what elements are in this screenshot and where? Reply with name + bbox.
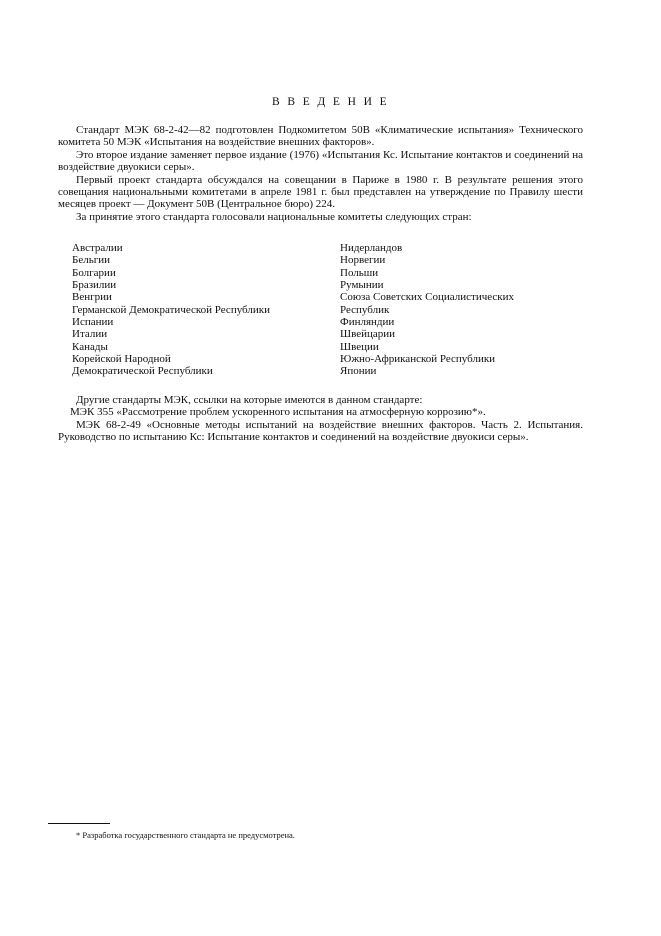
country-item: Республик <box>340 303 390 316</box>
country-item: Швейцарии <box>340 328 396 341</box>
country-item: Японии <box>340 365 377 378</box>
country-item: Норвегии <box>340 254 386 267</box>
country-item: Финляндии <box>340 316 395 329</box>
country-item: Венгрии <box>72 291 112 304</box>
country-item: Южно-Африканской Республики <box>340 353 496 366</box>
country-item: Корейской Народной <box>72 353 171 366</box>
country-item: Германской Демократической Республики <box>72 303 270 316</box>
country-item: Болгарии <box>72 266 116 279</box>
intro-paragraph-4: За принятие этого стандарта голосовали национальные комитеты следующих стран: <box>76 210 472 223</box>
countries-list-left <box>72 242 270 378</box>
country-item: Италии <box>72 328 108 341</box>
footnote: * Разработка государственного стандарта не предусмотрена. <box>76 830 295 840</box>
country-item: Бельгии <box>72 254 110 267</box>
countries-list-right <box>340 242 514 378</box>
country-item: Союза Советских Социалистических <box>340 291 515 304</box>
introduction-section <box>58 124 583 223</box>
intro-paragraph-3: Первый проект стандарта обсуждался на совещании в Париже в 1980 г. В результате решения этого совещания национальными комитетами в апреле 1981 г. был представлен на утверждение по Правилу шести месяцев проект — Документ 50В (Центральное бюро) 224. <box>58 173 583 211</box>
country-item: Румынии <box>340 279 384 292</box>
country-item: Швеции <box>340 340 379 353</box>
country-item: Канады <box>72 340 108 353</box>
country-item: Австралии <box>72 242 123 254</box>
country-item: Бразилии <box>72 279 117 292</box>
country-item: Испании <box>72 316 114 329</box>
footnote-divider <box>48 823 110 824</box>
intro-paragraph-1: Стандарт МЭК 68-2-42—82 подготовлен Подкомитетом 50В «Климатические испытания» Технического комитета 50 МЭК «Испытания на воздействие внешних факторов». <box>58 124 583 149</box>
page-title: В В Е Д Е Н И Е <box>272 96 389 108</box>
intro-paragraph-2: Это второе издание заменяет первое издание (1976) «Испытания Кс. Испытание контактов и соединений на воздействие двуокиси серы». <box>58 148 583 174</box>
references-section <box>58 394 583 444</box>
refs-paragraph-3: МЭК 68-2-49 «Основные методы испытаний на воздействие внешних факторов. Часть 2. Испытания. Руководство по испытанию Кс: Испытание контактов и соединений на воздействие двуокиси серы». <box>58 418 583 444</box>
refs-paragraph-1: Другие стандарты МЭК, ссылки на которые имеются в данном стандарте: <box>76 394 423 406</box>
country-item: Демократической Республики <box>72 365 213 378</box>
refs-paragraph-2: МЭК 355 «Рассмотрение проблем ускоренного испытания на атмосферную коррозию*». <box>70 406 486 419</box>
country-item: Нидерландов <box>340 242 403 254</box>
country-item: Польши <box>340 266 379 279</box>
